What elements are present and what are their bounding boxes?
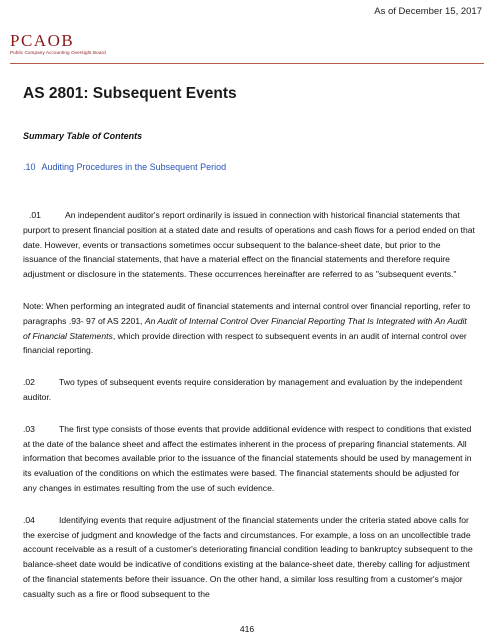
paragraph-03 [23, 422, 475, 496]
paragraph-text: The first type consists of those events that provide additional evidence with respect to conditions that existed at the date of the balance sheet and affect the estimates inherent in the process of preparing financial statements. All information that becomes available prior to the issuance of the financial statements should be used by management in its evaluation of the conditions on which the estimates were based. The financial statements should be adjusted for any changes in estimates resulting from the use of such evidence. [23, 423, 472, 493]
paragraph-number: .04 [23, 514, 35, 525]
paragraph-number: .03 [23, 423, 35, 434]
toc-link-label: Auditing Procedures in the Subsequent Period [41, 162, 227, 172]
note-text-after: , which provide direction with respect to subsequent events in an audit of internal control over financial reporting. [23, 330, 467, 356]
paragraph-text: An independent auditor's report ordinarily is issued in connection with historical financial statements that purport to present financial position at a stated date and results of operations and cash flows for a period ended on that date. However, events or transactions sometimes occur subsequent to the balance-sheet date, but prior to the issuance of the financial statements, that have a material effect on the financial statements and therefore require adjustment or disclosure in the statements. These occurrences hereinafter are referred to as "subsequent events." [23, 210, 475, 280]
paragraph-04 [23, 513, 475, 602]
page-number: 416 [239, 624, 255, 634]
toc-link-auditing-procedures[interactable] [23, 162, 226, 172]
toc-link-number: .10 [23, 162, 36, 172]
paragraph-01 [23, 208, 475, 282]
pcaob-logo [10, 32, 106, 55]
note-standard-title: An Audit of Internal Control Over Financial Reporting That Is Integrated with An Audit of Financial Statements [23, 315, 467, 341]
document-body [23, 208, 475, 619]
paragraph-text: Two types of subsequent events require consideration by management and evaluation by the independent auditor. [23, 377, 463, 402]
page-title: AS 2801: Subsequent Events [23, 85, 237, 102]
paragraph-text: Identifying events that require adjustment of the financial statements under the criteria stated above calls for the exercise of judgment and knowledge of the facts and circumstances. For example, a loss on an uncollectible trade account receivable as a result of a customer's deteriorating financial condition leading to bankruptcy subsequent to the balance-sheet date would be indicative of conditions existing at the balance-sheet date, thereby calling for adjustment of the financial statements before their issuance. On the other hand, a similar loss resulting from a customer's major casualty such as a fire or flood subsequent to the [23, 514, 473, 599]
logo-subtitle: Public Company Accounting Oversight Board [10, 50, 106, 55]
paragraph-number: .01 [29, 210, 41, 220]
paragraph-02 [23, 375, 475, 405]
as-of-date: As of December 15, 2017 [374, 6, 482, 17]
header-divider [10, 63, 484, 64]
paragraph-number: .02 [23, 377, 35, 388]
toc-heading: Summary Table of Contents [23, 131, 143, 141]
note-paragraph [23, 299, 475, 358]
note-text-before: Note: When performing an integrated audit of financial statements and internal control over financial reporting, refer to paragraphs .93- 97 of AS 2201, [23, 300, 471, 326]
logo-wordmark: PCAOB [10, 31, 75, 50]
